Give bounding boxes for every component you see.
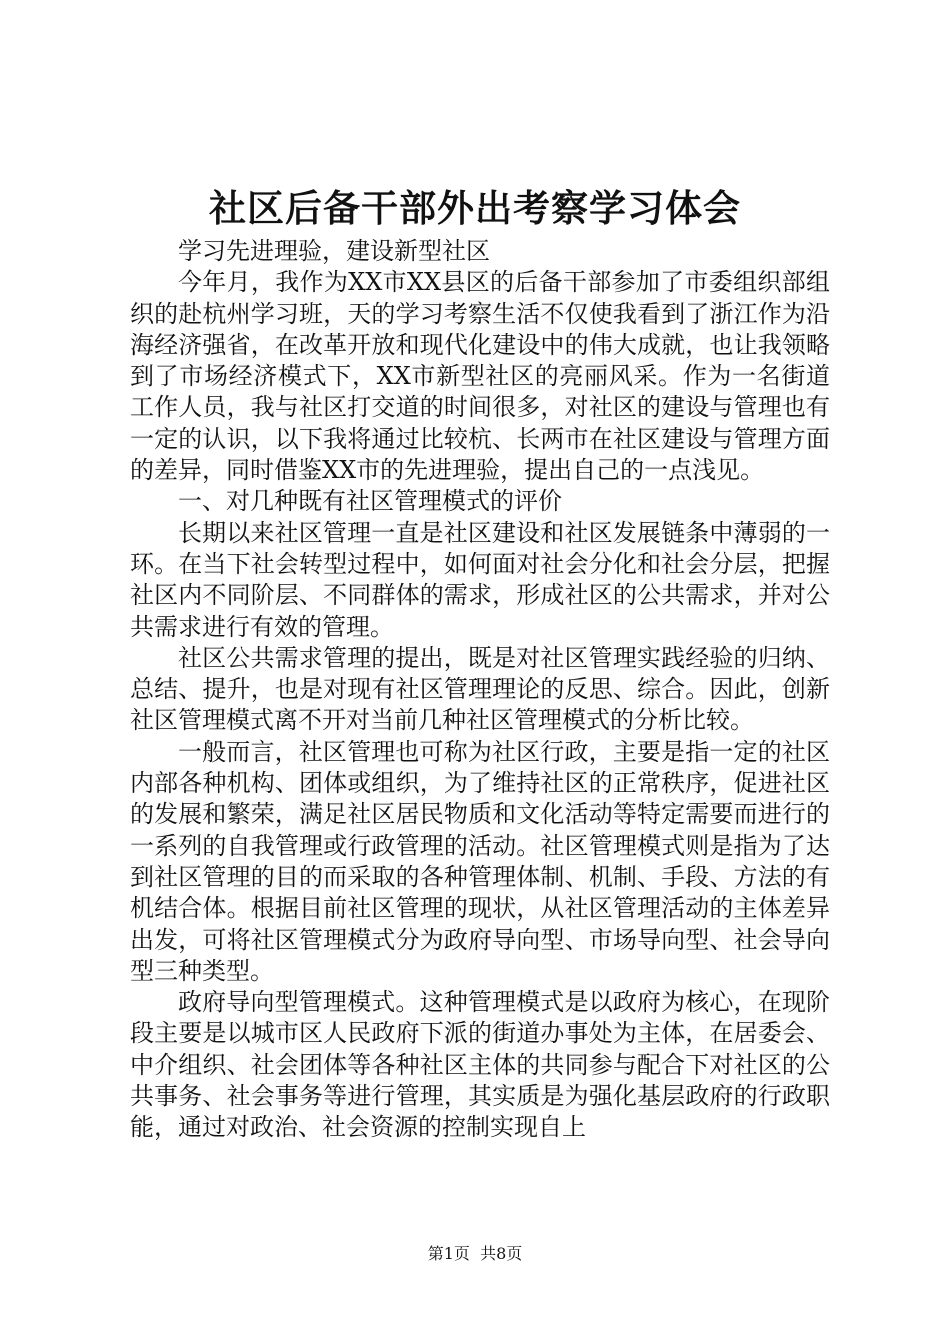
- document-body: [130, 236, 830, 1144]
- document-title: 社区后备干部外出考察学习体会: [209, 186, 741, 230]
- page-number: 第1页: [427, 1244, 470, 1263]
- page-total: 共8页: [480, 1244, 523, 1263]
- paragraph-subtitle: 学习先进理验，建设新型社区: [178, 237, 490, 265]
- page-footer: [0, 1242, 950, 1266]
- paragraph: 社区公共需求管理的提出，既是对社区管理实践经验的归纳、总结、提升，也是对现有社区管理理论的反思、综合。因此，创新社区管理模式离不开对当前几种社区管理模式的分析比较。: [130, 643, 830, 735]
- paragraph-intro: 今年月，我作为XX市XX县区的后备干部参加了市委组织部组织的赴杭州学习班，天的学习考察生活不仅使我看到了浙江作为沿海经济强省，在改革开放和现代化建设中的伟大成就，也让我领略到了市场经济模式下，XX市新型社区的亮丽风采。作为一名街道工作人员，我与社区打交道的时间很多，对社区的建设与管理也有一定的认识，以下我将通过比较杭、长两市在社区建设与管理方面的差异，同时借鉴XX市的先进理验，提出自己的一点浅见。: [130, 268, 830, 485]
- paragraph: 政府导向型管理模式。这种管理模式是以政府为核心，在现阶段主要是以城市区人民政府下派的街道办事处为主体，在居委会、中介组织、社会团体等各种社区主体的共同参与配合下对社区的公共事务、社会事务等进行管理，其实质是为强化基层政府的行政职能，通过对政治、社会资源的控制实现自上: [130, 988, 830, 1142]
- paragraph: 一般而言，社区管理也可称为社区行政，主要是指一定的社区内部各种机构、团体或组织，为了维持社区的正常秩序，促进社区的发展和繁荣，满足社区居民物质和文化活动等特定需要而进行的一系列的自我管理或行政管理的活动。社区管理模式则是指为了达到社区管理的目的而采取的各种管理体制、机制、手段、方法的有机结合体。根据目前社区管理的现状，从社区管理活动的主体差异出发，可将社区管理模式分为政府导向型、市场导向型、社会导向型三种类型。: [130, 737, 830, 985]
- section-heading: 一、对几种既有社区管理模式的评价: [178, 487, 562, 516]
- paragraph: 长期以来社区管理一直是社区建设和社区发展链条中薄弱的一环。在当下社会转型过程中，如何面对社会分化和社会分层，把握社区内不同阶层、不同群体的需求，形成社区的公共需求，并对公共需求进行有效的管理。: [130, 518, 830, 641]
